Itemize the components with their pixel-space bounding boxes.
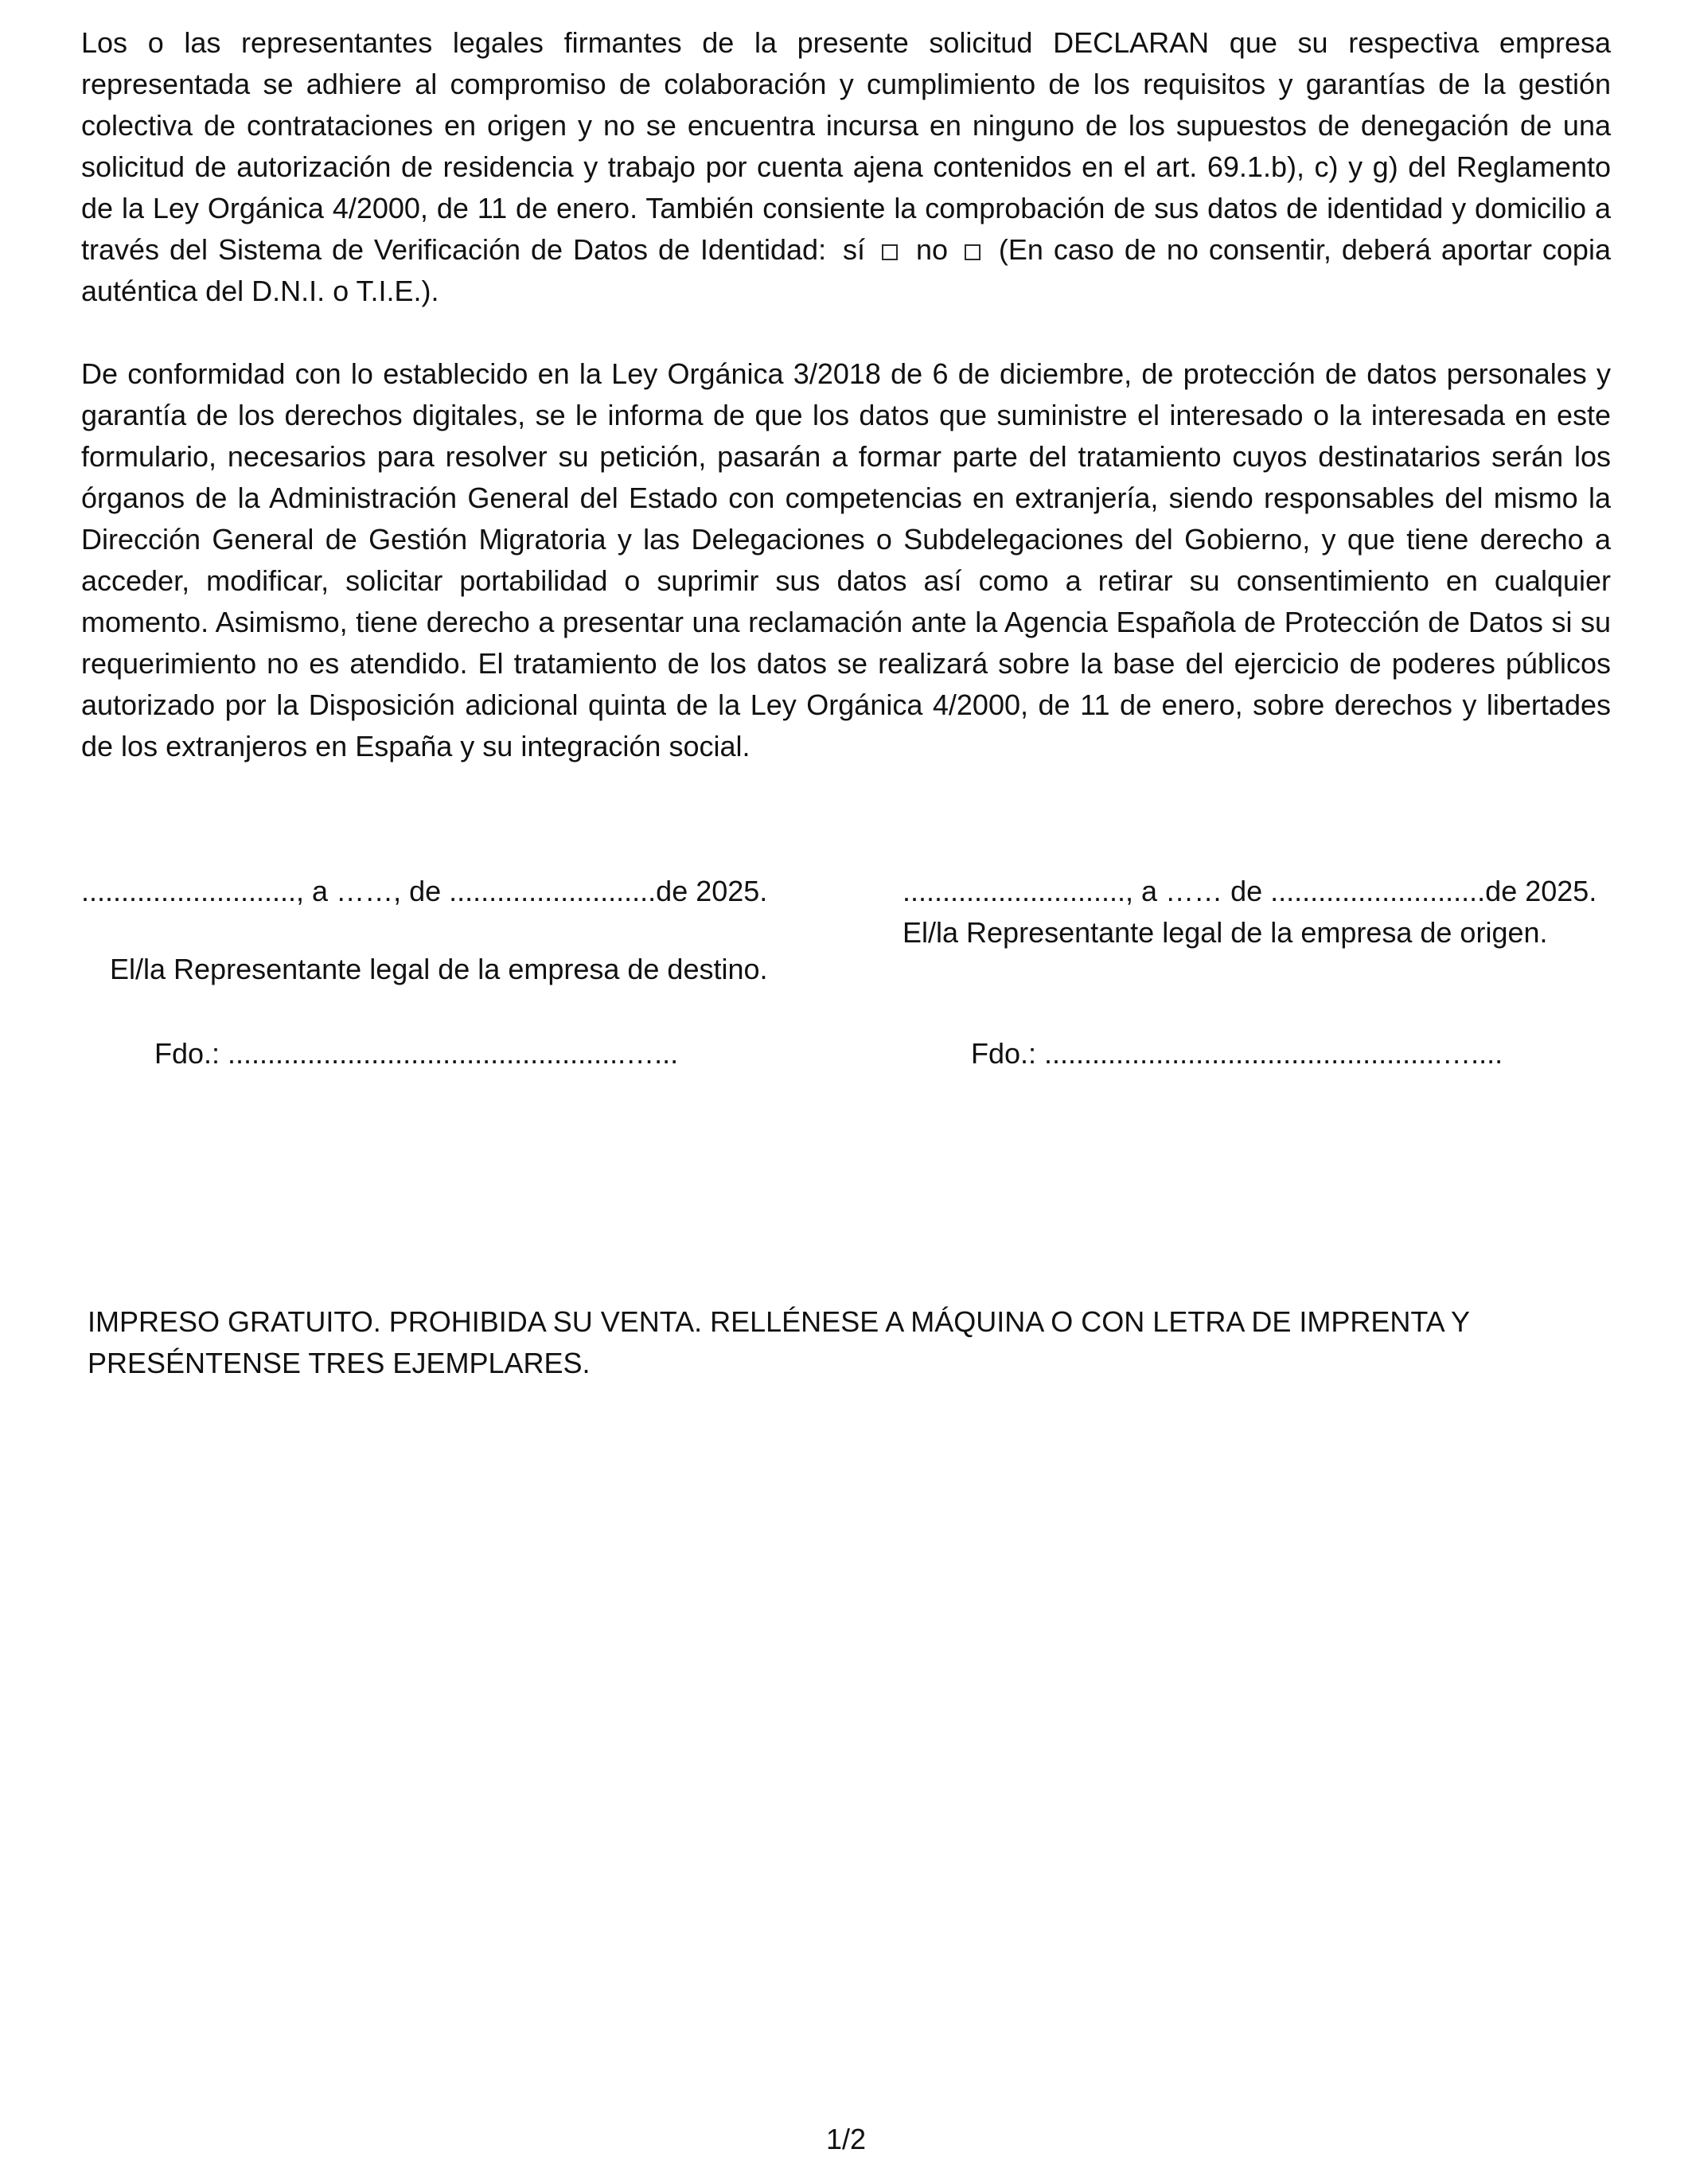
signature-block-destino <box>81 871 877 1074</box>
declaration-paragraph <box>81 22 1611 312</box>
footer-note: IMPRESO GRATUITO. PROHIBIDA SU VENTA. RELLÉNESE A MÁQUINA O CON LETRA DE IMPRENTA Y PRESÉNTENSE TRES EJEMPLARES. <box>88 1305 1470 1379</box>
signature-fill-line-origen[interactable]: Fdo.: ..................................................….... <box>971 1037 1503 1070</box>
page-number: 1/2 <box>825 2123 867 2155</box>
si-label: sí <box>843 233 866 266</box>
si-checkbox[interactable] <box>882 244 898 260</box>
signature-fill-line-destino[interactable]: Fdo.: ..................................................…... <box>154 1037 679 1070</box>
no-label: no <box>915 233 948 266</box>
declaration-text: Los o las representantes legales firmantes de la presente solicitud DECLARAN que su respectiva empresa representada se adhiere al compromiso de colaboración y cumplimiento de los requisitos y garantías de la gestión colectiva de contrataciones en origen y no se encuentra incursa en ninguno de los supuestos de denegación de una solicitud de autorización de residencia y trabajo por cuenta ajena contenidos en el art. 69.1.b), c) y g) del Reglamento de la Ley Orgánica 4/2000, de 11 de enero. También consiente la comprobación de sus datos de identidad y domicilio a través del Sistema de Verificación de Datos de Identidad: <box>81 26 1611 266</box>
role-label-origen: El/la Representante legal de la empresa de origen. <box>903 916 1548 949</box>
signature-section <box>81 871 1611 1074</box>
date-fill-line-destino[interactable]: ..........................., a ……, de ..........................de 2025. <box>81 875 768 907</box>
data-protection-paragraph: De conformidad con lo establecido en la Ley Orgánica 3/2018 de 6 de diciembre, de protección de datos personales y garantía de los derechos digitales, se le informa de que los datos que suministre el interesado o la interesada en este formulario, necesarios para resolver su petición, pasarán a formar parte del tratamiento cuyos destinatarios serán los órganos de la Administración General del Estado con competencias en extranjería, siendo responsables del mismo la Dirección General de Gestión Migratoria y las Delegaciones o Subdelegaciones del Gobierno, y que tiene derecho a acceder, modificar, solicitar portabilidad o suprimir sus datos así como a retirar su consentimiento en cualquier momento. Asimismo, tiene derecho a presentar una reclamación ante la Agencia Española de Protección de Datos si su requerimiento no es atendido. El tratamiento de los datos se realizará sobre la base del ejercicio de poderes públicos autorizado por la Disposición adicional quinta de la Ley Orgánica 4/2000, de 11 de enero, sobre derechos y libertades de los extranjeros en España y su integración social. <box>81 357 1611 762</box>
declaration-consent-note: (En caso de no consentir, deberá aportar copia auténtica del D.N.I. o T.I.E.). <box>81 233 1611 307</box>
no-checkbox[interactable] <box>965 244 981 260</box>
signature-block-origen <box>877 871 1611 1074</box>
date-fill-line-origen[interactable]: ............................, a …… de ...........................de 2025. <box>903 875 1597 907</box>
role-label-destino: El/la Representante legal de la empresa de destino. <box>110 953 768 985</box>
